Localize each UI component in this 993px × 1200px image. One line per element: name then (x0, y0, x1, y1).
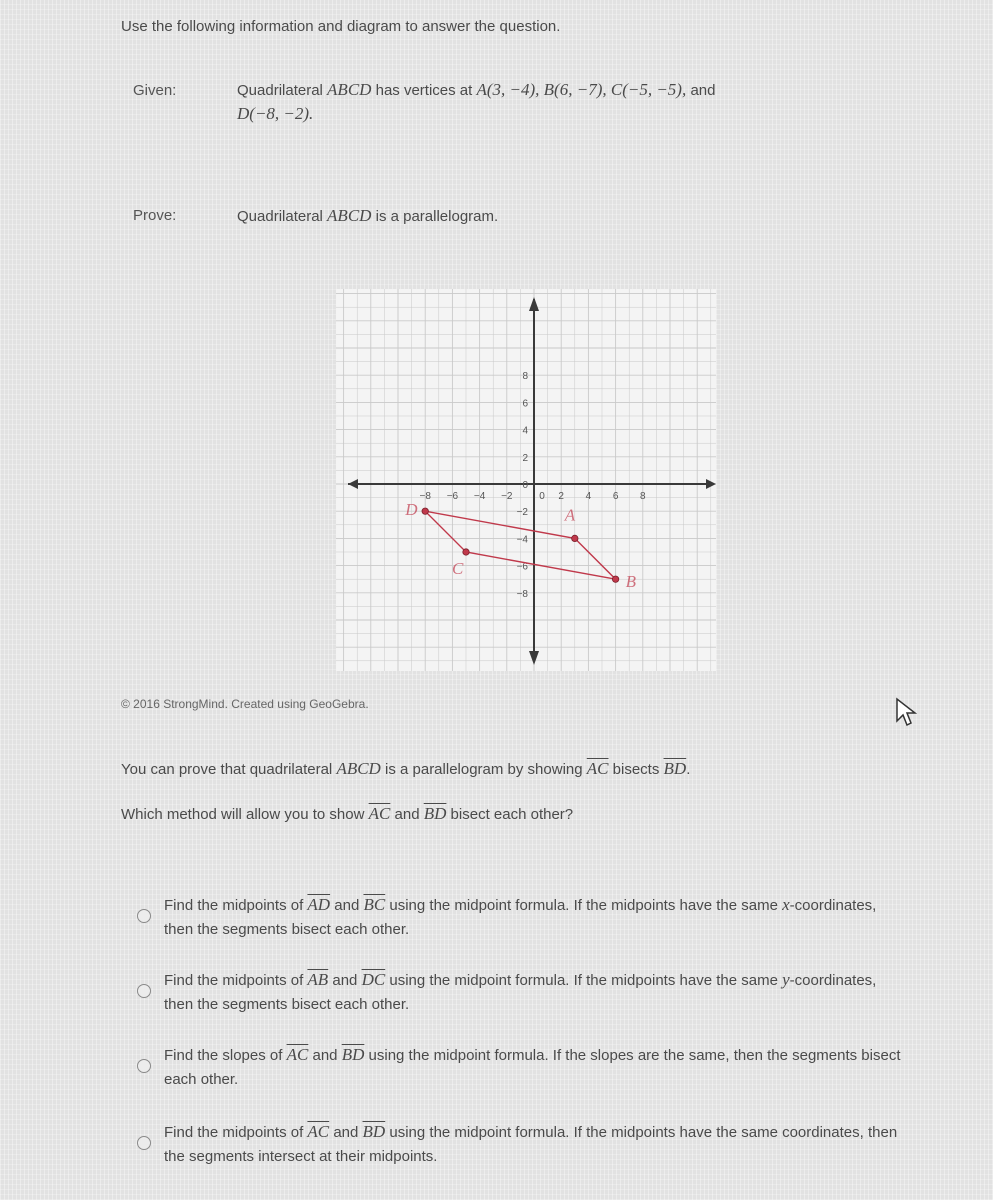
statement-mid: is a parallelogram by showing (380, 761, 587, 778)
option-text-part: using the midpoint formula. If the midpoints have the same coordinates, then the segments intersect at their midpoints. (164, 1124, 898, 1165)
question-pre: Which method will allow you to show (121, 806, 369, 823)
option-text-part: and (329, 1124, 363, 1141)
option-segment: $\overline{BD}$ (362, 1122, 386, 1141)
point-label-d: D (405, 500, 418, 520)
point-a (572, 535, 578, 541)
option-segment: $\overline{AB}$ (307, 970, 329, 989)
option-variable: y (782, 970, 790, 989)
y-tick-label: 0 (522, 480, 528, 491)
option-text-part: Find the midpoints of (164, 972, 308, 989)
option-text-part: using the midpoint formula. If the midpoints have the same (385, 897, 783, 914)
point-label-b: B (625, 572, 636, 592)
option-text-part: -coordinates, then the segments bisect each other. (164, 972, 877, 1013)
prove-pre: Quadrilateral (237, 208, 328, 225)
radio-button-3[interactable] (137, 1059, 151, 1073)
option-2-text[interactable] (164, 968, 904, 1017)
statement-mid2: bisects (608, 761, 664, 778)
option-text-part: and (328, 972, 362, 989)
point-c (463, 549, 469, 555)
point-label-c: C (452, 559, 464, 578)
answer-option-4[interactable] (137, 1120, 927, 1176)
question-text (121, 804, 573, 824)
y-tick-label: −4 (516, 534, 528, 546)
option-1-text[interactable] (164, 893, 904, 942)
y-tick-label: 4 (522, 425, 528, 437)
statement-end: . (686, 761, 691, 778)
y-tick-label: −8 (516, 588, 528, 600)
y-tick-label: 6 (522, 398, 528, 410)
given-quad: ABCD (327, 80, 372, 99)
x-tick-label: −2 (501, 491, 513, 502)
option-text-part: and (308, 1047, 342, 1064)
option-text-part: Find the midpoints of (164, 1124, 308, 1141)
copyright-text: © 2016 StrongMind. Created using GeoGebra. (121, 697, 369, 711)
y-tick-label: −6 (516, 561, 528, 573)
instructions-text: Use the following information and diagram to answer the question. (121, 18, 561, 35)
point-b (612, 576, 618, 582)
option-text-part: using the midpoint formula. If the midpoints have the same (385, 972, 783, 989)
option-segment: $\overline{DC}$ (361, 970, 386, 989)
option-text-part: Find the slopes of (164, 1047, 287, 1064)
segment-bd: $\overline{BD}$ (663, 759, 687, 778)
given-pre: Quadrilateral (237, 82, 328, 99)
option-text-part: Find the midpoints of (164, 897, 308, 914)
option-3-text[interactable] (164, 1043, 904, 1092)
statement-text (121, 759, 690, 779)
question-seg1: $\overline{AC}$ (368, 804, 391, 823)
coordinate-graph (336, 289, 716, 671)
x-tick-label: 2 (558, 491, 564, 502)
option-variable: x (782, 895, 790, 914)
vertex-b: B(6, −7), (543, 80, 611, 99)
y-tick-label: 2 (522, 452, 528, 464)
option-segment: $\overline{BD}$ (341, 1045, 365, 1064)
vertex-a: A(3, −4), (476, 80, 544, 99)
vertex-c: C(−5, −5), (610, 80, 691, 99)
option-segment: $\overline{AD}$ (307, 895, 331, 914)
option-segment: $\overline{AC}$ (286, 1045, 309, 1064)
option-segment: $\overline{BC}$ (363, 895, 386, 914)
x-tick-label: −8 (419, 491, 431, 502)
x-tick-label: −4 (473, 491, 486, 502)
vertex-d: D(−8, −2). (237, 104, 314, 123)
point-d (422, 508, 428, 514)
radio-button-1[interactable] (137, 909, 151, 923)
answer-option-2[interactable] (137, 968, 927, 1024)
x-tick-label: 6 (612, 491, 619, 502)
prove-text (237, 204, 857, 228)
question-and: and (390, 806, 424, 823)
given-and: and (690, 82, 716, 99)
statement-pre: You can prove that quadrilateral (121, 761, 337, 778)
question-post: bisect each other? (446, 806, 574, 823)
question-seg2: $\overline{BD}$ (423, 804, 447, 823)
point-label-a: A (564, 505, 576, 525)
given-text (237, 78, 857, 126)
radio-button-2[interactable] (137, 984, 151, 998)
option-4-text[interactable] (164, 1120, 904, 1169)
option-segment: $\overline{AC}$ (307, 1122, 330, 1141)
x-tick-label: 0 (539, 491, 545, 502)
segment-ac: $\overline{AC}$ (586, 759, 609, 778)
given-label: Given: (133, 82, 177, 99)
answer-option-3[interactable] (137, 1043, 927, 1099)
option-text-part: using the midpoint formula. If the slopes are the same, then the segments bisect each other. (164, 1047, 901, 1088)
answer-option-1[interactable] (137, 893, 927, 949)
prove-post: is a parallelogram. (371, 208, 499, 225)
given-mid: has vertices at (371, 82, 477, 99)
option-text-part: and (330, 897, 364, 914)
x-tick-label: 4 (585, 491, 592, 502)
prove-quad: ABCD (327, 206, 372, 225)
statement-quad: ABCD (336, 759, 381, 778)
option-text-part: -coordinates, then the segments bisect each other. (164, 897, 877, 938)
mouse-cursor-icon (895, 697, 917, 729)
prove-label: Prove: (133, 207, 177, 224)
x-tick-label: −6 (446, 491, 459, 502)
radio-button-4[interactable] (137, 1136, 151, 1150)
x-tick-label: 8 (640, 491, 646, 502)
y-tick-label: −2 (516, 507, 528, 519)
y-tick-label: 8 (522, 371, 528, 383)
